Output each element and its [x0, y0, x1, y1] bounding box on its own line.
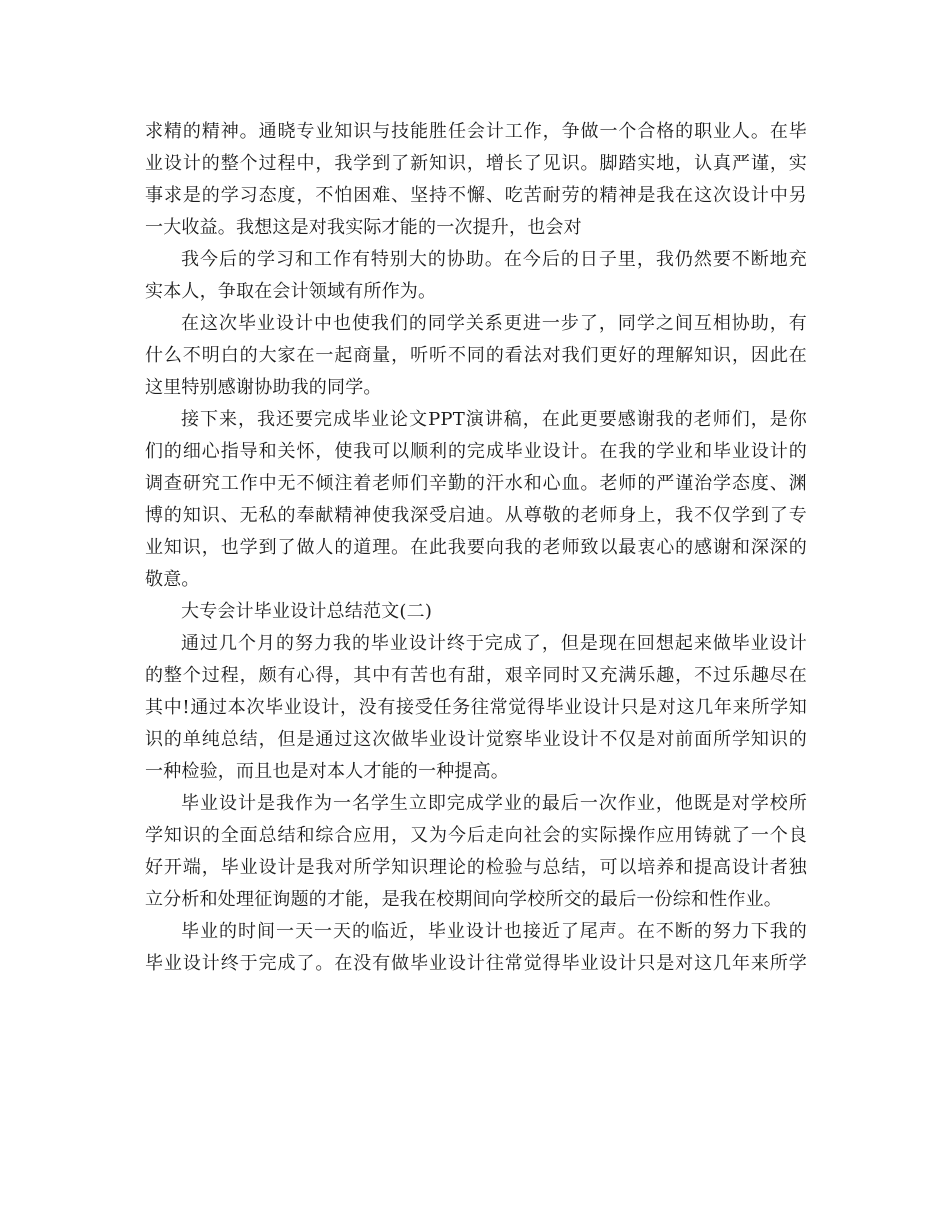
text-line: 接下来，我还要完成毕业论文PPT演讲稿，在此更要感谢我的老师们，是你: [181, 409, 807, 430]
paragraph: [145, 308, 807, 404]
text-line: 的整个过程，颇有心得，其中有苦也有甜，艰辛同时又充满乐趣，不过乐趣尽在: [145, 665, 807, 686]
text-line: 事求是的学习态度，不怕困难、坚持不懈、吃苦耐劳的精神是我在这次设计中另: [145, 185, 807, 206]
text-line: 求精的精神。通晓专业知识与技能胜任会计工作，争做一个合格的职业人。在毕: [145, 121, 807, 142]
paragraph: [145, 244, 807, 308]
text-line: 好开端，毕业设计是我对所学知识理论的检验与总结，可以培养和提高设计者独: [145, 857, 807, 878]
text-line: 一种检验，而且也是对本人才能的一种提高。: [145, 761, 509, 782]
section-heading: [145, 596, 807, 628]
text-line: 学知识的全面总结和综合应用，又为今后走向社会的实际操作应用铸就了一个良: [145, 825, 807, 846]
text-line: 立分析和处理征询题的才能，是我在校期间向学校所交的最后一份综和性作业。: [145, 889, 782, 910]
paragraph: [145, 628, 807, 788]
text-line: 业知识，也学到了做人的道理。在此我要向我的老师致以最衷心的感谢和深深的: [145, 537, 807, 558]
document-body: [145, 116, 807, 980]
text-line: 调查研究工作中无不倾注着老师们辛勤的汗水和心血。老师的严谨治学态度、渊: [145, 473, 807, 494]
paragraph: [145, 916, 807, 980]
text-line: 什么不明白的大家在一起商量，听听不同的看法对我们更好的理解知识，因此在: [145, 345, 807, 366]
text-line: 毕业设计是我作为一名学生立即完成学业的最后一次作业，他既是对学校所: [181, 793, 807, 814]
text-line: 识的单纯总结，但是通过这次做毕业设计觉察毕业设计不仅是对前面所学知识的: [145, 729, 807, 750]
text-line: 其中!通过本次毕业设计，没有接受任务往常觉得毕业设计只是对这几年来所学知: [145, 697, 807, 718]
paragraph: [145, 788, 807, 916]
text-line: 实本人，争取在会计领域有所作为。: [145, 281, 437, 302]
text-line: 这里特别感谢协助我的同学。: [145, 377, 382, 398]
text-line: 敬意。: [145, 569, 200, 590]
text-line: 一大收益。我想这是对我实际才能的一次提升，也会对: [145, 217, 582, 238]
text-line: 业设计的整个过程中，我学到了新知识，增长了见识。脚踏实地，认真严谨，实: [145, 153, 807, 174]
text-line: 毕业的时间一天一天的临近，毕业设计也接近了尾声。在不断的努力下我的: [181, 921, 807, 942]
paragraph: [145, 404, 807, 596]
text-line: 通过几个月的努力我的毕业设计终于完成了，但是现在回想起来做毕业设计: [181, 633, 807, 654]
text-line: 们的细心指导和关怀，使我可以顺利的完成毕业设计。在我的学业和毕业设计的: [145, 441, 807, 462]
text-line: 博的知识、无私的奉献精神使我深受启迪。从尊敬的老师身上，我不仅学到了专: [145, 505, 807, 526]
text-line: 大专会计毕业设计总结范文(二): [181, 601, 433, 622]
paragraph: [145, 116, 807, 244]
text-line: 在这次毕业设计中也使我们的同学关系更进一步了，同学之间互相协助，有: [181, 313, 807, 334]
text-line: 我今后的学习和工作有特别大的协助。在今后的日子里，我仍然要不断地充: [181, 249, 807, 270]
text-line: 毕业设计终于完成了。在没有做毕业设计往常觉得毕业设计只是对这几年来所学: [145, 953, 807, 974]
